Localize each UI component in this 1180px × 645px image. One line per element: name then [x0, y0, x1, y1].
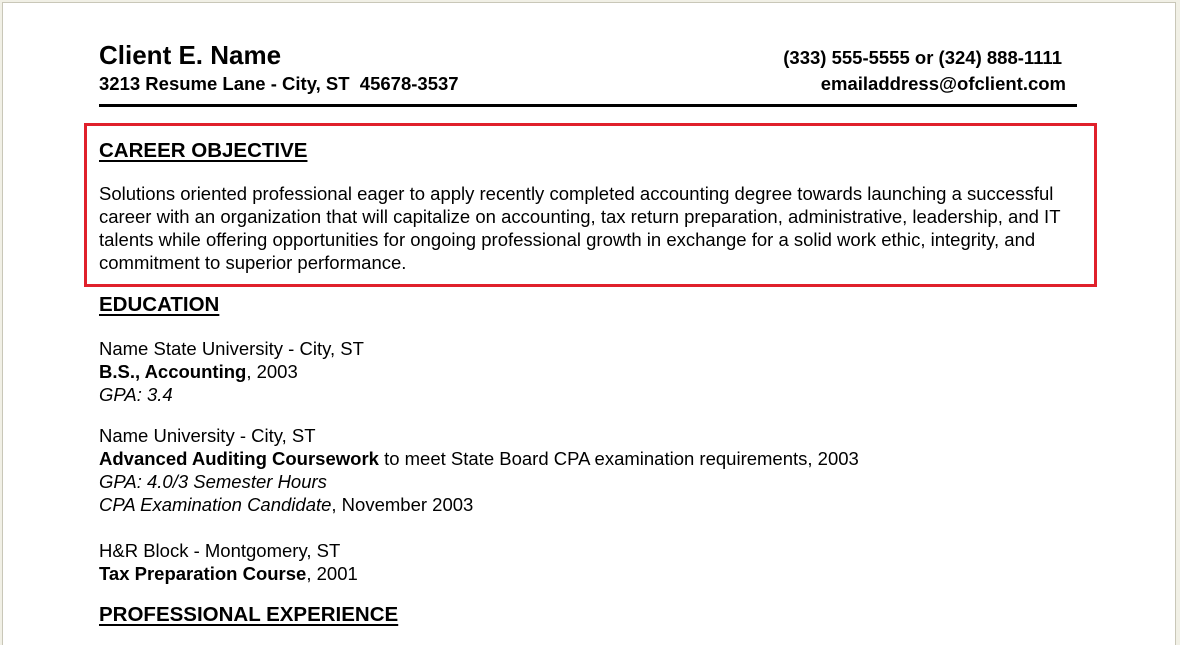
education-degree-suffix: to meet State Board CPA examination requirements, 2003 — [378, 448, 859, 469]
education-gpa: GPA: 3.4 — [99, 384, 173, 405]
education-degree-line — [99, 360, 364, 383]
professional-experience-heading: PROFESSIONAL EXPERIENCE — [99, 603, 399, 626]
education-gpa: GPA: 4.0/3 Semester Hours — [99, 471, 327, 492]
client-phone: (333) 555-5555 or (324) 888-1111 — [783, 47, 1062, 68]
header-divider — [99, 104, 1077, 107]
education-degree-line — [99, 562, 358, 585]
resume-page — [2, 2, 1176, 645]
education-institution: Name State University - City, ST — [99, 338, 364, 359]
career-objective-heading: CAREER OBJECTIVE — [99, 139, 308, 162]
education-entry — [99, 424, 859, 516]
education-degree: Tax Preparation Course — [99, 563, 307, 584]
client-address: 3213 Resume Lane - City, ST 45678-3537 — [99, 73, 459, 94]
education-degree: B.S., Accounting — [99, 361, 247, 382]
education-heading: EDUCATION — [99, 293, 220, 316]
education-degree: Advanced Auditing Coursework — [99, 448, 379, 469]
client-name: Client E. Name — [99, 40, 282, 70]
education-candidate-suffix: , November 2003 — [331, 494, 474, 515]
education-candidate: CPA Examination Candidate — [99, 494, 332, 515]
education-degree-line — [99, 447, 859, 470]
client-email: emailaddress@ofclient.com — [820, 73, 1066, 94]
education-degree-suffix: , 2003 — [246, 361, 298, 382]
career-objective-text: Solutions oriented professional eager to apply recently completed accounting degree towards launching a successful career with an organization that will capitalize on accounting, tax return preparation, administrative, leadership, and IT talents while offering opportunities for ongoing professional growth in exchange for a solid work ethic, integrity, and commitment to superior performance. — [99, 183, 1061, 273]
education-institution: Name University - City, ST — [99, 425, 316, 446]
education-institution: H&R Block - Montgomery, ST — [99, 540, 341, 561]
education-degree-suffix: , 2001 — [306, 563, 358, 584]
education-candidate-line — [99, 493, 859, 516]
education-entry — [99, 539, 358, 585]
education-entry — [99, 337, 364, 406]
